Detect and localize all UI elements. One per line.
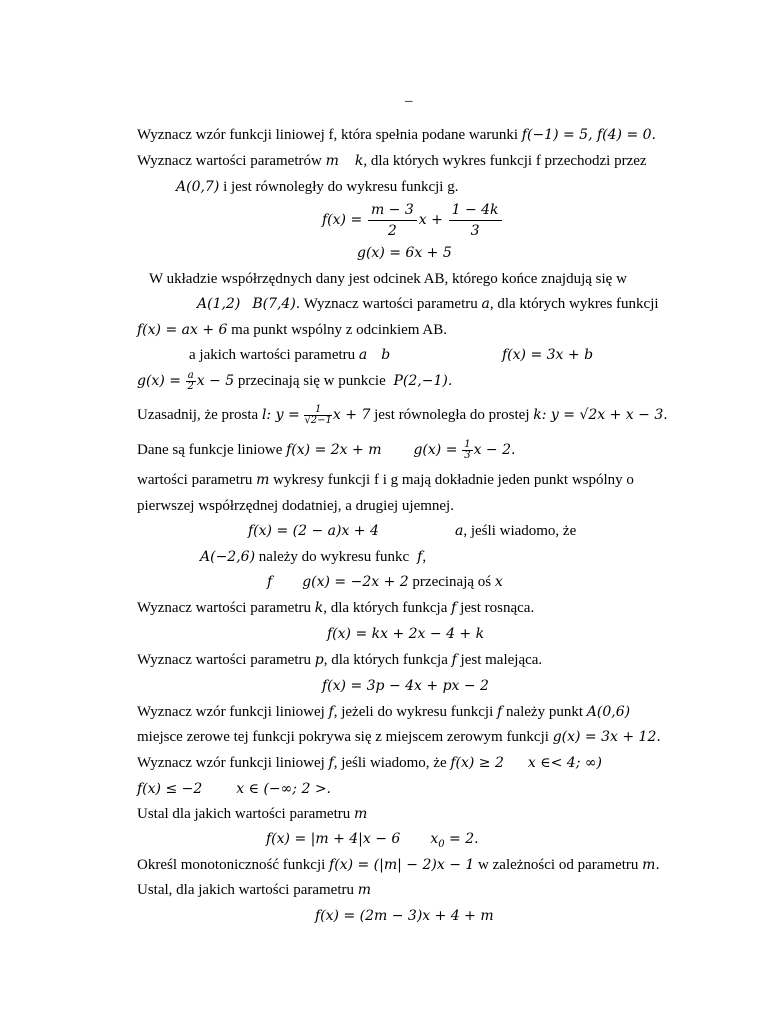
task-4: a jakich wartości parametru a b xyxy=(189,347,391,363)
task-9-formula: f(x) = 3p − 4x + px − 2 xyxy=(322,678,489,694)
task-6-text: wartości parametru m wykresy funkcji f i g mają dokładnie jeden punkt wspólny o xyxy=(137,472,634,488)
task-3: W układzie współrzędnych dany jest odcinek AB, którego końce znajdują się w xyxy=(149,271,627,287)
formula-g: g(x) = 6x + 5 xyxy=(357,245,452,261)
task-5: Uzasadnij, że prosta l: y = $\frac{1}{√2-1}$ x + 7 jest równoległa do prostej k: y = √2x + x − 3. xyxy=(137,404,668,427)
task-12: Ustal dla jakich wartości parametru m xyxy=(137,806,368,822)
fraction-2: $\frac{1 - 4k}{3}$ xyxy=(449,201,502,240)
task-6-text-2: pierwszej współrzędnej dodatniej, a drugiej ujemnej. xyxy=(137,498,454,514)
task-11-condition: f(x) ≤ −2 x ∈ (−∞; 2 >. xyxy=(137,781,331,797)
task-8-formula: f(x) = kx + 2x − 4 + k xyxy=(327,626,485,642)
task-14: Ustal, dla jakich wartości parametru m xyxy=(137,882,372,898)
task-2: Wyznacz wartości parametrów m k, dla których wykres funkcji f przechodzi przez xyxy=(137,153,647,169)
fraction-1: $\frac{m - 3}{2}$ xyxy=(368,201,417,240)
task-4-formula-f: f(x) = 3x + b xyxy=(502,347,594,363)
task-7-point: A(−2,6) należy do wykresu funkc f, xyxy=(200,549,427,565)
task-8: Wyznacz wartości parametru k, dla których funkcja f jest rosnąca. xyxy=(137,600,535,616)
task-13: Określ monotoniczność funkcji f(x) = (|m| − 2)x − 1 w zależności od parametru m. xyxy=(137,857,660,873)
task-10: Wyznacz wzór funkcji liniowej f, jeżeli do wykresu funkcji f należy punkt A(0,6) xyxy=(137,704,631,720)
task-7-intersection: f g(x) = −2x + 2 przecinają oś x xyxy=(267,574,503,590)
task-3-function: f(x) = ax + 6 ma punkt wspólny z odcinkiem AB. xyxy=(137,322,447,338)
task-6: Dane są funkcje liniowe f(x) = 2x + m g(x) = $\frac{1}{3}$ x − 2. xyxy=(137,439,516,462)
task-1: Wyznacz wzór funkcji liniowej f, która spełnia podane warunki f(−1) = 5, f(4) = 0. xyxy=(137,127,656,143)
task-3-points: A(1,2) B(7,4). Wyznacz wartości parametru a, dla których wykres funkcji xyxy=(197,296,659,312)
formula-f-fractions: f(x) = $\frac{m - 3}{2}$ x + $\frac{1 - 4k}{3}$ xyxy=(322,201,504,240)
task-10-text: miejsce zerowe tej funkcji pokrywa się z miejscem zerowym funkcji g(x) = 3x + 12. xyxy=(137,729,661,745)
task-4-formula-g: g(x) = $\frac{a}{2}$ x − 5 przecinają się w punkcie P(2,−1). xyxy=(137,370,453,393)
task-14-formula: f(x) = (2m − 3)x + 4 + m xyxy=(315,908,494,924)
task-2-condition: A(0,7) i jest równoległy do wykresu funkcji g. xyxy=(176,179,459,195)
task-12-formula: f(x) = |m + 4|x − 6 $x_0 = 2$. xyxy=(266,831,479,850)
task-9: Wyznacz wartości parametru p, dla których funkcja f jest malejąca. xyxy=(137,652,543,668)
fraction-1-sqrt2: $\frac{1}{√2-1}$ xyxy=(304,404,332,427)
task-7-formula: f(x) = (2 − a)x + 4 xyxy=(248,523,379,539)
fraction-1-3: $\frac{1}{3}$ xyxy=(464,439,471,462)
task-7-text: a, jeśli wiadomo, że xyxy=(455,523,577,539)
task-11: Wyznacz wzór funkcji liniowej f, jeśli wiadomo, że f(x) ≥ 2 x ∈< 4; ∞) xyxy=(137,755,602,771)
header-dash: – xyxy=(405,93,413,109)
fraction-a-2: $\frac{a}{2}$ xyxy=(187,370,194,393)
